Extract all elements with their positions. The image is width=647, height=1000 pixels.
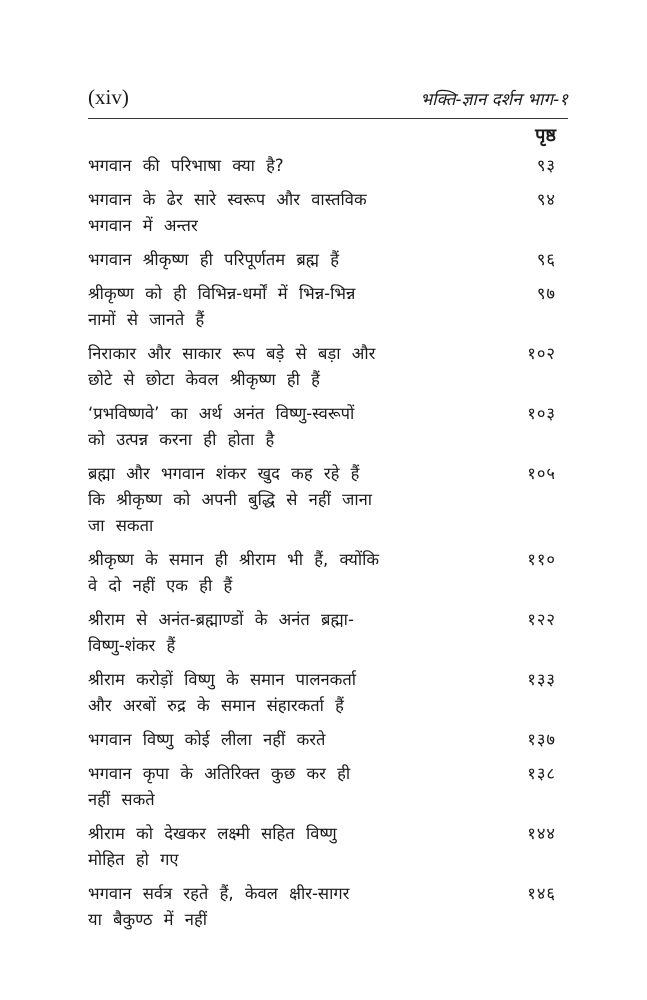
- toc-entry-title-line: छोटे से छोटा केवल श्रीकृष्ण ही हैं: [88, 370, 320, 389]
- toc-entry-page-number: ९३: [536, 156, 556, 175]
- toc-entry-title-line: विष्णु-शंकर हैं: [88, 636, 176, 655]
- toc-entry-title: [88, 761, 438, 813]
- toc-entry-title-line: वे दो नहीं एक ही हैं: [88, 576, 233, 595]
- toc-entry: [88, 761, 568, 813]
- toc-entry-page-number: ९४: [536, 190, 556, 209]
- toc-entry-page-number: १२२: [527, 610, 556, 629]
- toc-entry-title: [88, 727, 438, 753]
- toc-entry-title: [88, 401, 438, 453]
- toc-entry-page-number: १३३: [527, 670, 556, 689]
- running-header: [88, 80, 568, 110]
- toc-entry-title-line: श्रीराम करोड़ों विष्णु के समान पालनकर्ता: [88, 670, 357, 689]
- toc-entry-page-number: १४४: [527, 824, 556, 843]
- toc-entry-title-line: श्रीकृष्ण के समान ही श्रीराम भी हैं, क्योंकि: [88, 550, 380, 569]
- toc-entry: [88, 881, 568, 933]
- book-title: भक्ति-ज्ञान दर्शन भाग-१: [420, 90, 568, 110]
- page-column-heading: पृष्ठ: [535, 125, 556, 146]
- toc-entry-page-number: ११०: [527, 550, 556, 569]
- toc-entry-title: [88, 281, 438, 333]
- toc-entry-title-line: ‘प्रभविष्णवे’ का अर्थ अनंत विष्णु-स्वरूपों: [88, 404, 355, 423]
- toc-entry-title: [88, 153, 438, 179]
- book-page: [88, 80, 568, 941]
- toc-entry-title-line: भगवान में अन्तर: [88, 216, 198, 235]
- toc-entry-page-number: १४६: [527, 884, 556, 903]
- toc-entry-title-line: श्रीकृष्ण को ही विभिन्न-धर्मों में भिन्न-भिन्न: [88, 284, 356, 303]
- page-number: (xiv): [88, 85, 129, 109]
- toc-entry-title-line: मोहित हो गए: [88, 850, 179, 869]
- toc-entry-title-line: ब्रह्मा और भगवान शंकर खुद कह रहे हैं: [88, 464, 360, 483]
- toc-entry-title-line: कि श्रीकृष्ण को अपनी बुद्धि से नहीं जाना: [88, 490, 373, 509]
- toc-entry: [88, 547, 568, 599]
- toc-entry-title-line: श्रीराम से अनंत-ब्रह्माण्डों के अनंत ब्रह्मा-: [88, 610, 354, 629]
- toc-entry-page-number: ९७: [536, 284, 556, 303]
- toc-entry: [88, 727, 568, 753]
- toc-entry-title: [88, 247, 438, 273]
- toc-entry-title-line: भगवान कृपा के अतिरिक्त कुछ कर ही: [88, 764, 351, 783]
- toc-entry: [88, 607, 568, 659]
- toc-entry-page-number: १०२: [527, 344, 556, 363]
- toc-entry-title: [88, 821, 438, 873]
- toc-entry: [88, 247, 568, 273]
- toc-entry-title: [88, 547, 438, 599]
- toc-entry-title-line: श्रीराम को देखकर लक्ष्मी सहित विष्णु: [88, 824, 337, 843]
- toc-entry-title: [88, 667, 438, 719]
- toc-entry-title: [88, 607, 438, 659]
- toc-entry: [88, 341, 568, 393]
- toc-entry-title-line: नामों से जानते हैं: [88, 310, 205, 329]
- toc-entry-page-number: १३८: [527, 764, 556, 783]
- toc-entry-title-line: नहीं सकते: [88, 790, 155, 809]
- toc-entry: [88, 281, 568, 333]
- toc-entry: [88, 401, 568, 453]
- toc-entry-title: [88, 881, 438, 933]
- toc-entry-page-number: १०३: [527, 404, 556, 423]
- toc-entry-title-line: को उत्पन्न करना ही होता है: [88, 430, 275, 449]
- header-rule: [88, 118, 568, 119]
- toc-entry: [88, 187, 568, 239]
- toc-entry-title: [88, 461, 438, 539]
- toc-entry-title-line: और अरबों रुद्र के समान संहारकर्ता हैं: [88, 696, 344, 715]
- toc-entry-page-number: ९६: [536, 250, 556, 269]
- toc-entry-title-line: जा सकता: [88, 516, 154, 535]
- toc-entry-title: [88, 187, 438, 239]
- toc-entry-title-line: भगवान श्रीकृष्ण ही परिपूर्णतम ब्रह्म हैं: [88, 250, 339, 269]
- toc-entry-title: [88, 341, 438, 393]
- table-of-contents: [88, 153, 568, 933]
- toc-entry-title-line: भगवान के ढेर सारे स्वरूप और वास्तविक: [88, 190, 367, 209]
- toc-entry-page-number: १३७: [527, 730, 556, 749]
- toc-entry-title-line: भगवान सर्वत्र रहते हैं, केवल क्षीर-सागर: [88, 884, 350, 903]
- toc-entry: [88, 667, 568, 719]
- toc-entry-title-line: निराकार और साकार रूप बड़े से बड़ा और: [88, 344, 376, 363]
- toc-entry-page-number: १०५: [527, 464, 556, 483]
- toc-entry-title-line: या बैकुण्ठ में नहीं: [88, 910, 207, 929]
- toc-entry-title-line: भगवान विष्णु कोई लीला नहीं करते: [88, 730, 326, 749]
- toc-entry: [88, 461, 568, 539]
- toc-entry: [88, 153, 568, 179]
- toc-entry: [88, 821, 568, 873]
- toc-entry-title-line: भगवान की परिभाषा क्या है?: [88, 156, 284, 175]
